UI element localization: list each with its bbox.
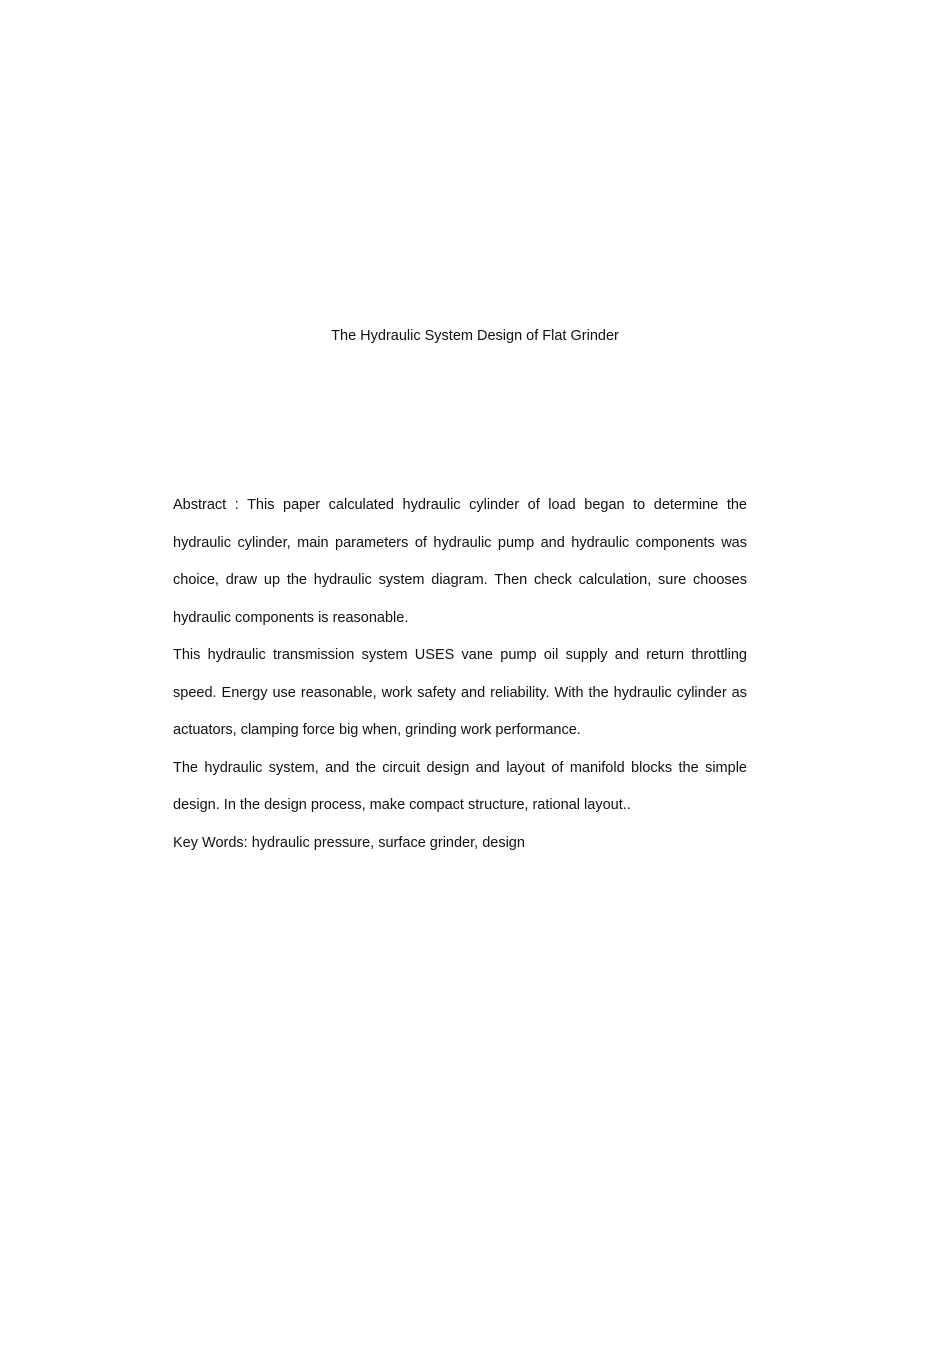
abstract-paragraph-2: This hydraulic transmission system USES vane pump oil supply and return throttling speed. Energy use reasonable, work safety and reliability. With the hydraulic cylinder as actuators, clamping force big when, grinding work performance. <box>173 647 747 738</box>
keywords-line: Key Words: hydraulic pressure, surface grinder, design <box>173 834 525 851</box>
paper-title: The Hydraulic System Design of Flat Grinder <box>331 328 619 344</box>
abstract-section <box>173 487 747 862</box>
abstract-paragraph-1: Abstract : This paper calculated hydraulic cylinder of load began to determine the hydraulic cylinder, main parameters of hydraulic pump and hydraulic components was choice, draw up the hydraulic system diagram. Then check calculation, sure chooses hydraulic components is reasonable. <box>173 497 747 626</box>
abstract-paragraph-3: The hydraulic system, and the circuit design and layout of manifold blocks the simple design. In the design process, make compact structure, rational layout.. <box>173 759 747 813</box>
